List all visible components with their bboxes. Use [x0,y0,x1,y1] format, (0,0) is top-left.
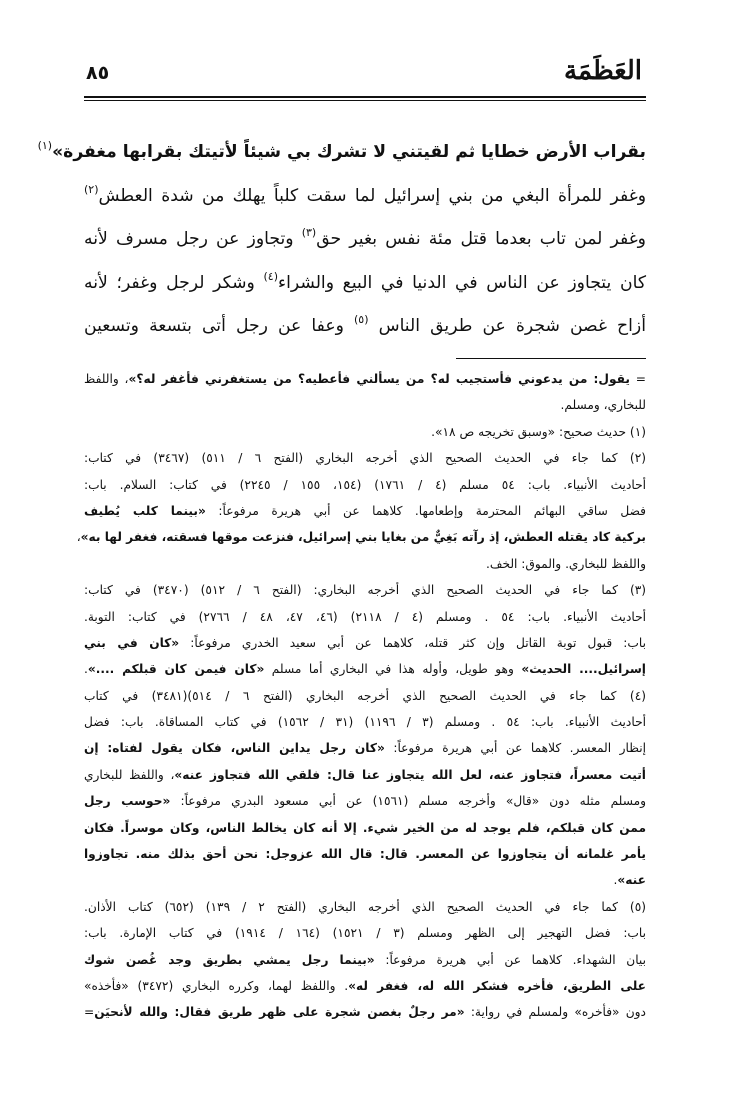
text-line [84,298,646,342]
text-run: بيان الشهداء. كلاهما عن أبي هريرة مرفوعاً: [374,952,646,967]
footnote-marker: (٣) [301,226,317,239]
text-run: كان يتجاوز عن الناس في الدنيا في البيع والشراء [278,272,647,293]
text-run: ومسلم مثله دون «قال» وأخرجه مسلم (١٥٦١) عن أبي مسعود البدري مرفوعاً: [170,794,646,809]
text-run: أحاديث الأنبياء. باب: ٥٤ مسلم (٤ / ١٧٦١) (١٥٤، ١٥٥ / ٢٢٤٥) في كتاب: السلام. باب: [84,477,647,492]
footnote-line [84,920,646,946]
hadith-quote: يقول: من يدعوني فأستجيب له؟ من يسألني فأعطيه؟ من يستغفرني فأغفر له؟» [128,372,630,386]
footnote-line [84,604,646,630]
text-run: = [84,1005,95,1020]
footnotes [76,366,647,1026]
footnote-line [84,498,646,524]
text-run: وشكر لرجل وغفر؛ لأنه [84,272,264,293]
text-run: وهو طويل، وأوله هذا في البخاري أما مسلم [264,662,522,677]
hadith-quote: يأمر غلمانه أن يتجاوزوا عن المعسر. قال: قال الله عزوجل: نحن أحق بذلك منه. تجاوزوا [84,847,646,862]
text-run: ، واللفظ للبخاري [84,767,175,782]
hadith-quote: «حوسب رجل [84,794,171,809]
text-run: باب: فضل التهجير إلى الظهر ومسلم (٣ / ١٥٢١) (١٦٤ / ١٩١٤) في كتاب الإمارة. باب: [84,926,646,941]
footnote-line [84,841,646,867]
footnote-line [84,445,646,471]
text-run: وغفر لمن تاب بعدما قتل مئة نفس بغير حق [316,229,646,249]
text-run: أزاح غصن شجرة عن طريق الناس [368,316,646,336]
footnote-marker: (٥) [353,313,369,326]
hadith-quote: «مر رجلٌ بغصن شجرة على ظهر طريق فقال: والله لأنحيَن [94,1005,465,1020]
footnote-line [84,419,646,445]
hadith-quote: ممن كان قبلكم، فلم يوجد له من الخير شيء. إلا أنه كان يخالط الناس، وكان موسراً. فكان [84,820,646,835]
footnote-line [76,524,646,550]
footnote-marker: (٢) [84,182,99,196]
hadith-quote: «بينما رجل يمشي بطريق وجد غُصن شوك [84,952,375,967]
text-run: ، واللفظ [84,372,129,386]
text-run: وتجاوز عن رجل مسرف لأنه [84,229,302,249]
footnote-line [84,392,646,418]
text-run: (٤) كما جاء في الحديث الصحيح الذي أخرجه البخاري (الفتح ٦ / ٥١٤)(٣٤٨١) في كتاب [84,688,646,703]
text-run: وعفا عن رجل أتى بتسعة وتسعين [84,316,354,336]
text-run: للبخاري، ومسلم. [560,398,646,413]
footnote-line [84,551,646,577]
header-rule [84,96,646,98]
footnote-separator [456,358,646,359]
text-run: . واللفظ لهما، وكرره البخاري (٣٤٧٢) «فأخذه» [84,978,349,993]
text-run: ، [76,530,81,545]
hadith-quote: إسرائيل.... الحديث» [521,662,646,677]
hadith-quote: أتيت معسراً، فتجاوز عنه، لعل الله يتجاوز عنا قال: فلقي الله فتجاوز عنه» [174,767,646,782]
hadith-quote: عنه» [617,873,646,888]
footnote-line [84,472,646,498]
footnote-line [84,973,646,999]
footnote-line [84,656,646,682]
footnote-line [84,709,646,735]
page-number: ٨٥ [86,62,110,84]
footnote-line [84,788,646,814]
text-run: (١) حديث صحيح: «وسبق تخريجه ص ١٨». [431,424,646,439]
text-run: وغفر للمرأة البغي من بني إسرائيل لما سقت كلباً يهلك من شدة العطش [98,185,646,206]
footnote-line [84,630,646,656]
text-run: . [613,873,618,888]
footnote-line [84,867,646,893]
text-run: باب: قبول توبة القاتل وإن كثر قتله، كلاهما عن أبي سعيد الخدري مرفوعاً: [179,635,646,650]
footnote-line [84,894,646,920]
text-line [84,211,646,255]
hadith-quote: «كان رجل يداين الناس، فكان يقول لفتاه: إن [84,741,385,756]
footnote-marker: (١) [37,139,53,152]
hadith-quote: بقراب الأرض خطايا ثم لقيتني لا تشرك بي شيئاً لأتيتك بقرابها مغفرة» [52,142,646,162]
text-run: أحاديث الأنبياء. باب: ٥٤ . ومسلم (٤ / ٢١١٨) (٤٦، ٤٧، ٤٨ / ٢٧٦٦) في كتاب: التوبة. [84,609,647,624]
footnote-line [84,815,646,841]
hadith-quote: «كان فيمن كان قبلكم ....» [87,662,265,677]
header-rule-thin [84,100,646,101]
text-run: فضل ساقي البهائم المحترمة وإطعامها. كلاهما عن أبي هريرة مرفوعاً: [205,503,646,518]
main-text [37,124,647,342]
text-run: إنظار المعسر. كلاهما عن أبي هريرة مرفوعاً: [384,741,646,756]
hadith-quote: بركية كاد يقتله العطش، إذ رآته بَغِيٌّ من بغايا بني إسرائيل، فنزعت موقها فسقته، فغفر لها به» [80,530,646,545]
footnote-line [84,947,646,973]
footnote-line [84,762,646,788]
text-run: واللفظ للبخاري. والموق: الخف. [485,556,646,571]
text-run: أحاديث الأنبياء. باب: ٥٤ . ومسلم (٣ / ١١٩٦) (٣١ / ١٥٦٢) في كتاب المساقاة. باب: فضل [84,715,646,730]
text-line [84,168,646,212]
text-run: (٣) كما جاء في الحديث الصحيح الذي أخرجه البخاري: (الفتح ٦ / ٥١٢) (٣٤٧٠) في كتاب: [84,583,647,598]
text-run: دون «فأخره» ولمسلم في رواية: [464,1005,646,1020]
running-title: العَظَمَة [564,56,642,86]
footnote-marker: (٤) [263,269,279,283]
footnote-line [84,735,646,761]
hadith-quote: «بينما كلب يُطيف [84,503,206,518]
text-run: = [629,372,647,386]
footnote-line [84,683,646,709]
footnote-line [84,366,646,392]
text-run: . [84,662,88,677]
text-line [84,255,646,299]
footnote-line [84,999,646,1025]
text-run: (٥) كما جاء في الحديث الصحيح الذي أخرجه البخاري (الفتح ٢ / ١٣٩) (٦٥٢) كتاب الأذان. [84,899,647,914]
text-line [37,124,646,168]
hadith-quote: «كان في بني [84,635,180,650]
text-run: (٢) كما جاء في الحديث الصحيح الذي أخرجه البخاري (الفتح ٦ / ٥١١) (٣٤٦٧) في كتاب: [84,451,647,466]
footnote-line [84,577,646,603]
hadith-quote: على الطريق، فأخره فشكر الله له، فغفر له» [348,978,646,993]
